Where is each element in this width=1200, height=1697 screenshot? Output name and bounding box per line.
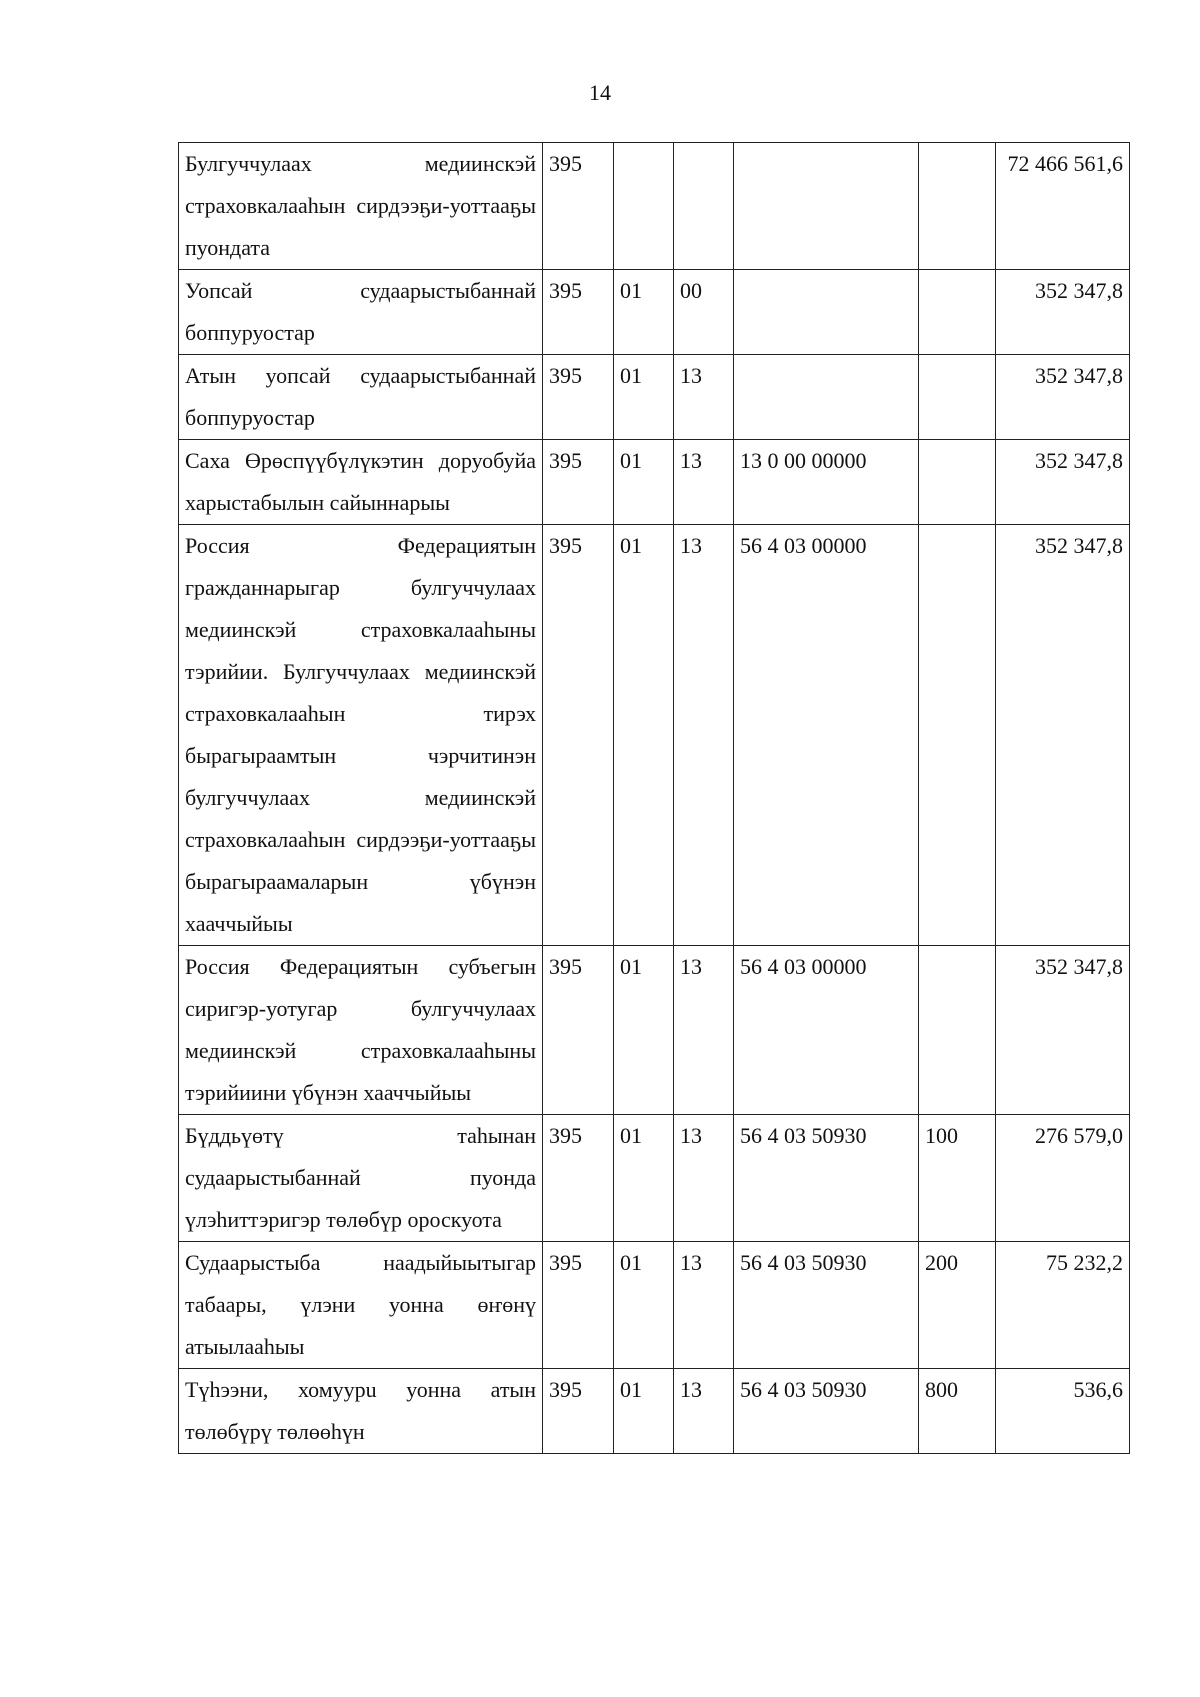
row-name-cell: Россия Федерациятын гражданнарыгар булгуччулаах медиинскэй страховкалааһыны тэрийии. Булгуччулаах медиинскэй страховкалааһын тирэх бырагыраамтын чэрчитинэн булгуччулаах медиинскэй страховкалааһын сирдээҕи-уоттааҕы бырагыраамаларын үбүнэн хааччыйыы bbox=[179, 525, 543, 946]
row-amount-cell: 352 347,8 bbox=[996, 440, 1130, 525]
row-expense-type-cell bbox=[919, 440, 996, 525]
row-target-article-cell bbox=[734, 143, 919, 270]
row-section-cell: 01 bbox=[614, 270, 674, 355]
row-amount-cell: 72 466 561,6 bbox=[996, 143, 1130, 270]
row-target-article-cell: 56 4 03 00000 bbox=[734, 525, 919, 946]
row-amount-cell: 352 347,8 bbox=[996, 946, 1130, 1115]
row-name-cell: Уопсай судаарыстыбаннай боппуруостар bbox=[179, 270, 543, 355]
row-code-cell: 395 bbox=[543, 1369, 614, 1454]
row-target-article-cell: 56 4 03 50930 bbox=[734, 1115, 919, 1242]
row-amount-cell: 352 347,8 bbox=[996, 355, 1130, 440]
row-subsection-cell: 00 bbox=[674, 270, 734, 355]
row-section-cell: 01 bbox=[614, 1115, 674, 1242]
row-amount-cell: 75 232,2 bbox=[996, 1242, 1130, 1369]
budget-table bbox=[178, 142, 1130, 1454]
row-subsection-cell bbox=[674, 143, 734, 270]
row-expense-type-cell: 200 bbox=[919, 1242, 996, 1369]
row-amount-cell: 276 579,0 bbox=[996, 1115, 1130, 1242]
row-code-cell: 395 bbox=[543, 440, 614, 525]
row-subsection-cell: 13 bbox=[674, 1115, 734, 1242]
row-subsection-cell: 13 bbox=[674, 440, 734, 525]
row-section-cell: 01 bbox=[614, 1242, 674, 1369]
row-section-cell: 01 bbox=[614, 1369, 674, 1454]
row-section-cell: 01 bbox=[614, 440, 674, 525]
row-subsection-cell: 13 bbox=[674, 525, 734, 946]
row-code-cell: 395 bbox=[543, 143, 614, 270]
row-section-cell: 01 bbox=[614, 946, 674, 1115]
row-amount-cell: 536,6 bbox=[996, 1369, 1130, 1454]
row-code-cell: 395 bbox=[543, 946, 614, 1115]
row-target-article-cell: 13 0 00 00000 bbox=[734, 440, 919, 525]
table-row bbox=[179, 270, 1130, 355]
row-subsection-cell: 13 bbox=[674, 355, 734, 440]
table-row bbox=[179, 1115, 1130, 1242]
row-name-cell: Россия Федерациятын субъегын сиригэр-уотугар булгуччулаах медиинскэй страховкалааһыны тэрийиини үбүнэн хааччыйыы bbox=[179, 946, 543, 1115]
row-subsection-cell: 13 bbox=[674, 1369, 734, 1454]
table-row bbox=[179, 525, 1130, 946]
row-expense-type-cell bbox=[919, 270, 996, 355]
table-row bbox=[179, 355, 1130, 440]
row-code-cell: 395 bbox=[543, 1115, 614, 1242]
page-number: 14 bbox=[589, 80, 611, 105]
row-subsection-cell: 13 bbox=[674, 1242, 734, 1369]
row-expense-type-cell: 800 bbox=[919, 1369, 996, 1454]
row-section-cell bbox=[614, 143, 674, 270]
row-section-cell: 01 bbox=[614, 355, 674, 440]
row-expense-type-cell: 100 bbox=[919, 1115, 996, 1242]
row-code-cell: 395 bbox=[543, 270, 614, 355]
row-name-cell: Түһээни, хомуурu уонна атын төлөбүрү төлөөһүн bbox=[179, 1369, 543, 1454]
row-name-cell: Булгуччулаах медиинскэй страховкалааһын сирдээҕи-уоттааҕы пуондата bbox=[179, 143, 543, 270]
row-expense-type-cell bbox=[919, 946, 996, 1115]
table-row bbox=[179, 1369, 1130, 1454]
row-section-cell: 01 bbox=[614, 525, 674, 946]
row-expense-type-cell bbox=[919, 355, 996, 440]
row-name-cell: Бүддьүөтү таһынан судаарыстыбаннай пуонда үлэһиттэригэр төлөбүр ороскуота bbox=[179, 1115, 543, 1242]
row-code-cell: 395 bbox=[543, 1242, 614, 1369]
table-row bbox=[179, 440, 1130, 525]
row-expense-type-cell bbox=[919, 525, 996, 946]
row-target-article-cell: 56 4 03 50930 bbox=[734, 1242, 919, 1369]
row-expense-type-cell bbox=[919, 143, 996, 270]
row-code-cell: 395 bbox=[543, 355, 614, 440]
row-name-cell: Атын уопсай судаарыстыбаннай боппуруостар bbox=[179, 355, 543, 440]
row-target-article-cell bbox=[734, 270, 919, 355]
row-target-article-cell: 56 4 03 00000 bbox=[734, 946, 919, 1115]
table-row bbox=[179, 946, 1130, 1115]
table-row bbox=[179, 1242, 1130, 1369]
row-target-article-cell bbox=[734, 355, 919, 440]
row-amount-cell: 352 347,8 bbox=[996, 270, 1130, 355]
row-name-cell: Судаарыстыба наадыйыытыгар табаары, үлэни уонна өҥөнү атыылааһыы bbox=[179, 1242, 543, 1369]
table-row bbox=[179, 143, 1130, 270]
row-code-cell: 395 bbox=[543, 525, 614, 946]
budget-table-body bbox=[179, 143, 1130, 1454]
row-name-cell: Саха Өрөспүүбүлүкэтин доруобуйа харыстабылын сайыннарыы bbox=[179, 440, 543, 525]
row-amount-cell: 352 347,8 bbox=[996, 525, 1130, 946]
row-target-article-cell: 56 4 03 50930 bbox=[734, 1369, 919, 1454]
row-subsection-cell: 13 bbox=[674, 946, 734, 1115]
